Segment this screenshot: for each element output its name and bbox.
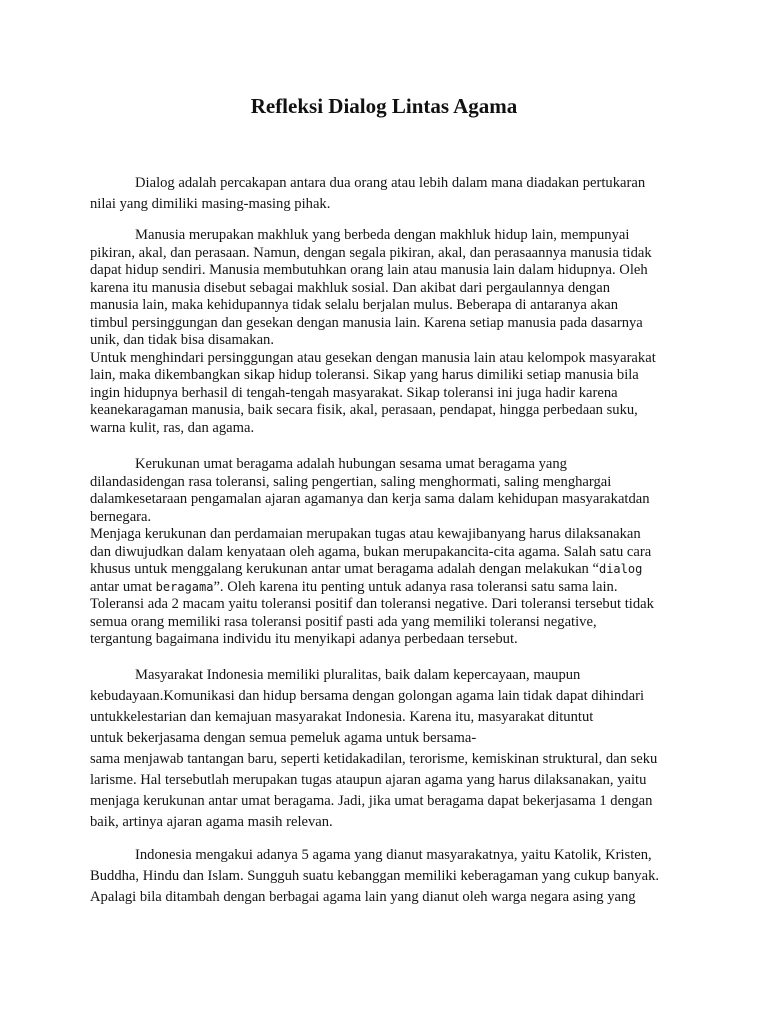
document-body <box>90 173 680 908</box>
text-line: Masyarakat Indonesia memiliki pluralitas, baik dalam kepercayaan, maupun <box>135 666 581 683</box>
text-line: manusia lain, maka kehidupannya tidak selalu berjalan mulus. Beberapa di antaranya akan <box>90 297 619 313</box>
text-line: pikiran, akal, dan perasaan. Namun, dengan segala pikiran, akal, dan perasaannya manusia tidak <box>90 244 652 261</box>
text-line: Toleransi ada 2 macam yaitu toleransi positif dan toleransi negative. Dari toleransi tersebut tidak <box>90 596 654 612</box>
text-line: kebudayaan.Komunikasi dan hidup bersama dengan golongan agama lain tidak dapat dihindari <box>90 687 644 704</box>
document-title: Refleksi Dialog Lintas Agama <box>250 94 518 118</box>
text-line: timbul persinggungan dan gesekan dengan manusia lain. Karena setiap manusia pada dasarnya <box>90 314 643 331</box>
text-line: Manusia merupakan makhluk yang berbeda dengan makhluk hidup lain, mempunyai <box>135 227 630 243</box>
text-line: unik, dan tidak bisa disamakan. <box>90 332 275 348</box>
text-line: warna kulit, ras, dan agama. <box>90 419 255 436</box>
text-line: larisme. Hal tersebutlah merupakan tugas ataupun ajaran agama yang harus dilaksanakan, yaitu <box>90 771 647 788</box>
text-line: dan diwujudkan dalam kenyataan oleh agama, bukan merupakancita-cita agama. Salah satu cara <box>90 543 652 560</box>
text-line: untukkelestarian dan kemajuan masyarakat Indonesia. Karena itu, masyarakat dituntut <box>90 708 594 725</box>
text-line: lain, maka dikembangkan sikap hidup toleransi. Sikap yang harus dimiliki setiap manusia bila <box>90 367 639 383</box>
paragraph <box>90 456 680 526</box>
text-line: Menjaga kerukunan dan perdamaian merupakan tugas atau kewajibanyang harus dilaksanakan <box>90 526 641 542</box>
text-line: untuk bekerjasama dengan semua pemeluk agama untuk bersama- <box>90 729 477 746</box>
text-line <box>90 561 680 579</box>
text-line: Kerukunan umat beragama adalah hubungan sesama umat beragama yang <box>135 456 567 472</box>
text-line: karena itu manusia disebut sebagai makhluk sosial. Dan akibat dari pergaulannya dengan <box>90 279 611 296</box>
text-line: semua orang memiliki rasa toleransi positif pasti ada yang memiliki toleransi negative, <box>90 613 597 630</box>
text-line: baik, artinya ajaran agama masih relevan. <box>90 813 333 830</box>
text-line <box>90 579 680 597</box>
text-line: ingin hidupnya berhasil di tengah-tengah masyarakat. Sikap toleransi ini juga hadir karena <box>90 384 618 401</box>
text-segment: khusus untuk menggalang kerukunan antar umat beragama adalah dengan melakukan “ <box>90 561 599 577</box>
text-line: tergantung bagaimana individu itu menyikapi adanya perbedaan tersebut. <box>90 631 518 647</box>
paragraph <box>90 845 680 908</box>
dialog-term: dialog <box>598 562 643 576</box>
text-line: dapat hidup sendiri. Manusia membutuhkan orang lain atau manusia lain dalam hidupnya. Oleh <box>90 262 648 278</box>
paragraph <box>90 596 680 649</box>
text-line: Apalagi bila ditambah dengan berbagai agama lain yang dianut oleh warga negara asing yang <box>90 888 636 905</box>
paragraph <box>90 227 680 350</box>
paragraph <box>90 173 680 215</box>
text-line: nilai yang dimiliki masing-masing pihak. <box>90 196 331 212</box>
text-segment: antar umat <box>90 578 156 595</box>
text-line: Untuk menghindari persinggungan atau gesekan dengan manusia lain atau kelompok masyarakat <box>90 349 656 366</box>
text-line: Indonesia mengakui adanya 5 agama yang dianut masyarakatnya, yaitu Katolik, Kristen, <box>135 846 652 863</box>
beragama-term: beragama <box>155 579 214 594</box>
paragraph <box>90 526 680 596</box>
text-line: keanekaragaman manusia, baik secara fisik, akal, perasaan, pendapat, hingga perbedaan suku, <box>90 402 638 418</box>
text-line: Buddha, Hindu dan Islam. Sungguh suatu kebanggan memiliki keberagaman yang cukup banyak. <box>90 867 660 884</box>
text-segment: ”. Oleh karena itu penting untuk adanya rasa toleransi satu sama lain. <box>213 578 618 595</box>
text-line: sama menjawab tantangan baru, seperti ketidakadilan, terorisme, kemiskinan struktural, dan seku <box>90 750 658 767</box>
text-line: bernegara. <box>90 508 152 525</box>
paragraph <box>90 665 680 833</box>
text-line: dalamkesetaraan pengamalan ajaran agamanya dan kerja sama dalam kehidupan masyarakatdan <box>90 491 650 507</box>
paragraph <box>90 350 680 438</box>
text-line: Dialog adalah percakapan antara dua orang atau lebih dalam mana diadakan pertukaran <box>135 175 646 191</box>
text-line: menjaga kerukunan antar umat beragama. Jadi, jika umat beragama dapat bekerjasama 1 dengan <box>90 792 653 809</box>
text-line: dilandasidengan rasa toleransi, saling pengertian, saling menghormati, saling menghargai <box>90 473 612 490</box>
